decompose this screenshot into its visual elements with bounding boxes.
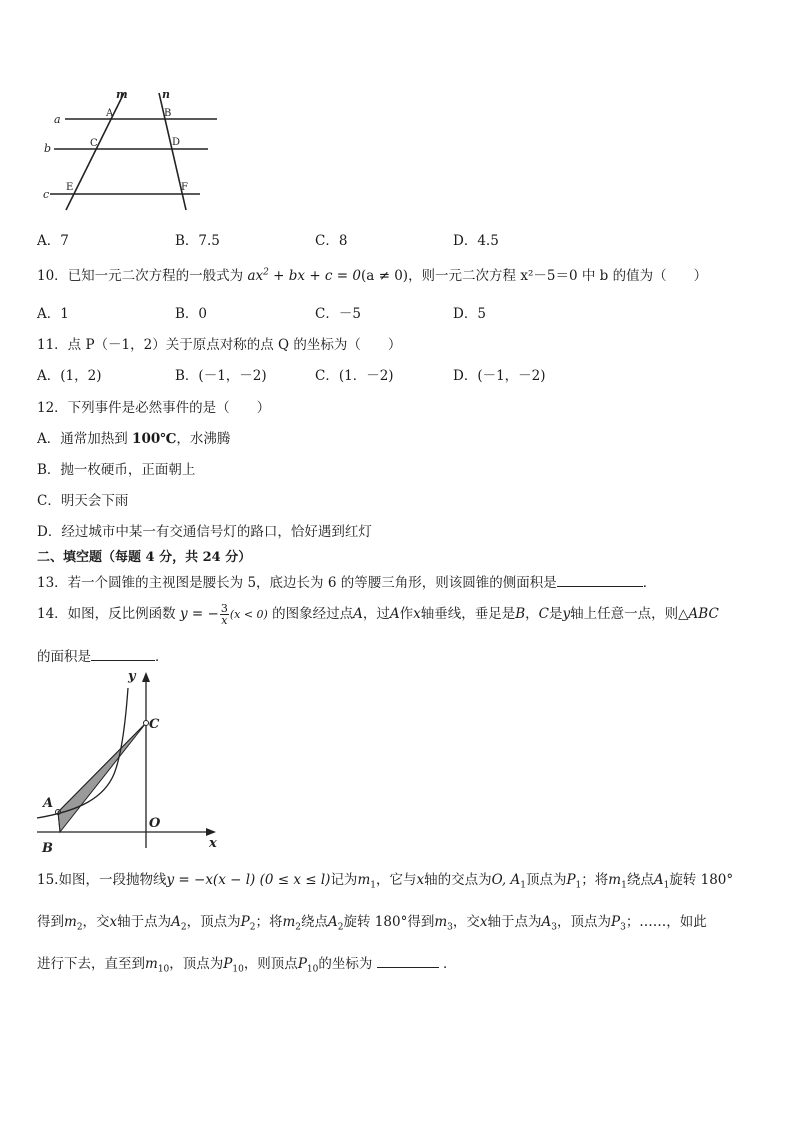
point-label-E: E [66,182,74,193]
point-label-D: D [172,137,181,148]
parallel-lines-figure [40,88,230,216]
q10-general-form: $ax^2$ + bx + c = 0 [247,267,361,284]
line-label-a: a [54,113,61,126]
q12-option-d[interactable]: D．经过城市中某一有交通信号灯的路口，恰好遇到红灯 [37,524,372,540]
q15-answer-blank[interactable] [377,955,439,968]
q9-option-b[interactable]: B．7.5 [175,233,220,249]
q12-option-c[interactable]: C．明天会下雨 [37,493,129,509]
q9-option-a[interactable]: A．7 [37,233,69,249]
point-label-B: B [164,108,172,119]
q11-option-c[interactable]: C．(1．－2) [315,368,394,384]
q12-option-a[interactable]: A．通常加热到 100℃，水沸腾 [37,431,231,447]
q14-stem: 14．如图，反比例函数 y = − $\frac{3}{x}$ (x < 0) 的图象经过点A，过A作x轴垂线，垂足是B，C是y轴上任意一点，则△ABC [37,602,719,627]
fig14-label-A: A [43,796,54,811]
point-label-C: C [90,138,98,149]
q14-stem-line2: 的面积是 ． [37,649,169,665]
q13-answer-blank[interactable] [557,574,643,587]
fig14-label-O: O [149,816,161,831]
q9-option-d[interactable]: D．4.5 [453,233,499,249]
point-label-A: A [106,108,114,119]
q11-option-b[interactable]: B．(－1，－2) [175,368,267,384]
q9-option-c[interactable]: C．8 [315,233,348,249]
q15-line1: 15.如图，一段抛物线y = −x(x − l) (0 ≤ x ≤ l)记为$m_1$，它与x轴的交点为O, $A_1$顶点为$P_1$；将$m_1$绕点$A_1$旋转 180° [37,872,734,891]
line-label-b: b [44,142,52,155]
fig14-label-C: C [149,717,160,732]
q14-answer-blank[interactable] [91,648,155,661]
line-label-m: m [116,88,128,101]
section-heading-fill-in: 二、填空题（每题 4 分，共 24 分） [37,550,252,565]
q15-line3: 进行下去，直至到$m_{10}$，顶点为$P_{10}$，则顶点$P_{10}$的坐标为 ． [37,956,457,975]
fig14-label-B: B [42,841,53,856]
fig14-label-y: y [128,669,136,684]
q10-option-b[interactable]: B．0 [175,306,208,322]
q10-option-a[interactable]: A．1 [37,306,69,322]
fig14-label-x: x [209,836,217,851]
line-label-n: n [162,88,170,101]
q10-option-c[interactable]: C．－5 [315,306,361,322]
q10-stem: 10．已知一元二次方程的一般式为 $ax^2$ + bx + c = 0(a ≠ 0)，则一元二次方程 x²－5＝0 中 b 的值为（ ） [37,267,708,284]
q12-stem: 12．下列事件是必然事件的是（ ） [37,400,271,416]
q11-option-a[interactable]: A．(1，2) [37,368,102,384]
q12-option-b[interactable]: B．抛一枚硬币，正面朝上 [37,462,196,478]
q10-option-d[interactable]: D．5 [453,306,486,322]
q15-line2: 得到$m_2$，交x轴于点为$A_2$，顶点为$P_2$；将$m_2$绕点$A_2$旋转 180°得到$m_3$，交x轴于点为$A_3$，顶点为$P_3$；……，如此 [37,914,707,933]
point-label-F: F [181,182,188,193]
q14-fraction: $\frac{3}{x}$ [220,602,228,627]
hyperbola-triangle-figure [34,666,224,856]
q11-stem: 11．点 P（－1，2）关于原点对称的点 Q 的坐标为（ ） [37,337,402,353]
q13-stem: 13．若一个圆锥的主视图是腰长为 5，底边长为 6 的等腰三角形，则该圆锥的侧面积是 ． [37,575,657,591]
line-label-c: c [43,188,50,201]
q11-option-d[interactable]: D．(－1，－2) [453,368,546,384]
